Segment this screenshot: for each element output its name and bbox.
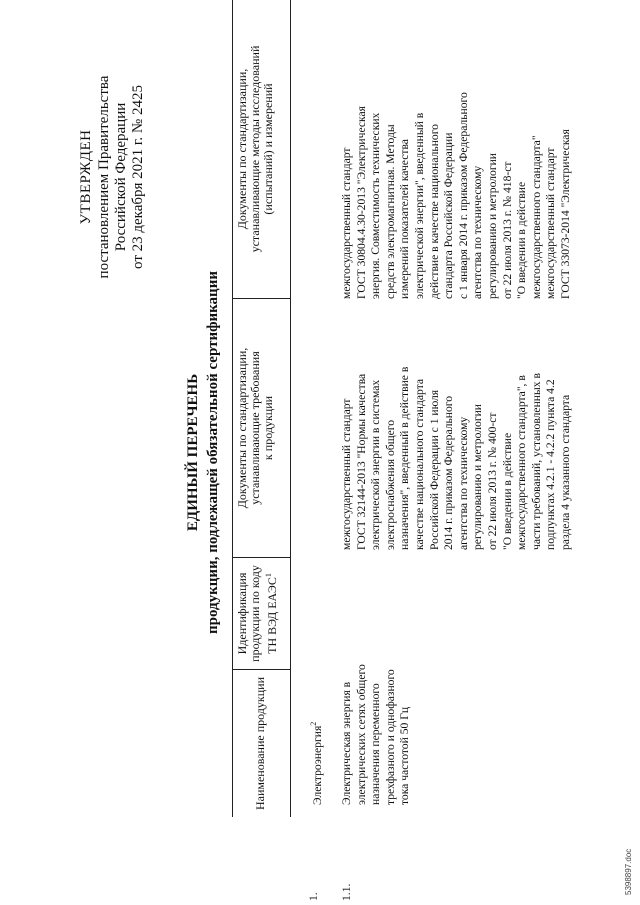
name-line: электрических сетях общего	[354, 664, 368, 805]
req-line: 2014 г. приказом Федерального	[442, 395, 456, 550]
meth-line: ГОСТ 30804.4.30-2013 "Электрическая	[354, 106, 368, 299]
row-2-number: 1.1.	[340, 883, 353, 901]
meth-line: межгосударственный стандарт	[340, 147, 353, 299]
meth-line: межгосударственного стандарта"	[529, 135, 543, 299]
row-2-methods-cell	[340, 92, 574, 299]
header-product-name: Наименование продукции	[253, 676, 267, 811]
table-header-bottom-rule	[290, 0, 291, 817]
row-1-name: Электроэнергия$^2$	[309, 721, 324, 805]
req-line: межгосударственный стандарт	[340, 398, 353, 550]
approval-line-2: Российской Федерации	[113, 102, 129, 252]
document-title: ЕДИНЫЙ ПЕРЕЧЕНЬ	[185, 373, 201, 532]
header-requirements-docs: Документы по стандартизации, устанавливающие требования к продукции	[235, 347, 275, 509]
req-line: ГОСТ 32144-2013 "Нормы качества	[354, 373, 368, 550]
meth-line: ГОСТ 33073-2014 "Электрическая	[558, 129, 572, 299]
name-line: назначения переменного	[369, 683, 383, 805]
meth-line: агентства по техническому	[471, 165, 485, 299]
meth-line: с 1 января 2014 г. приказом Федерального	[456, 92, 470, 299]
meth-line: измерений показателей качества	[398, 139, 412, 299]
approval-line-3: от 23 декабря 2021 г. № 2425	[130, 85, 146, 269]
req-line: Российской Федерации с 1 июля	[427, 389, 441, 550]
req-line: регулированию и метрологии	[471, 404, 485, 550]
approval-line-1: постановлением Правительства	[96, 75, 112, 279]
document-file-code: 5398897.doc	[624, 848, 633, 895]
req-line: части требований, установленных в	[529, 373, 543, 550]
req-line: электроснабжения общего	[383, 419, 397, 550]
header-methods-docs: Документы по стандартизации, устанавливающие методы исследований (испытаний) и измерений	[235, 45, 275, 253]
req-line: подпунктах 4.2.1 - 4.2.2 пункта 4.2	[544, 379, 558, 550]
req-line: электрической энергии в системах	[369, 379, 383, 550]
name-line: Электрическая энергия в	[340, 681, 353, 805]
meth-line: "О введении в действие	[515, 181, 529, 299]
meth-line: от 22 июля 2013 г. № 418-ст	[500, 161, 514, 299]
req-line: качестве национального стандарта	[412, 378, 426, 550]
req-line: агентства по техническому	[456, 416, 470, 550]
meth-line: межгосударственный стандарт	[544, 147, 558, 299]
meth-line: действие в качестве национального	[427, 124, 441, 299]
req-line: раздела 4 указанного стандарта	[558, 394, 572, 550]
req-line: от 22 июля 2013 г. № 400-ст	[485, 412, 499, 550]
req-line: "О введении в действие	[500, 432, 514, 550]
meth-line: энергия. Совместимость технических	[369, 112, 383, 299]
meth-line: электрической энергии", введенный в	[412, 112, 426, 299]
req-line: назначения", введенный в действие в	[398, 366, 412, 550]
document-subtitle: продукции, подлежащей обязательной сертификации	[205, 271, 221, 634]
name-line: тока частотой 50 Гц	[398, 706, 412, 805]
meth-line: регулированию и метрологии	[485, 153, 499, 299]
approval-block	[78, 47, 147, 307]
name-line: трехфазного и однофазного	[383, 669, 397, 805]
header-tnved-code: Идентификация продукции по коду ТН ВЭД ЕАЭС$^1$	[235, 565, 279, 662]
row-1-number: 1.	[307, 892, 320, 901]
approval-title: УТВЕРЖДЕН	[78, 129, 94, 225]
row-2-name-cell	[340, 664, 413, 805]
meth-line: стандарта Российской Федерации	[442, 132, 456, 299]
row-2-requirements-cell	[340, 367, 574, 550]
req-line: межгосударственного стандарта", в	[515, 375, 529, 550]
meth-line: средств электромагнитная. Методы	[383, 124, 397, 299]
table-top-rule	[232, 0, 233, 817]
